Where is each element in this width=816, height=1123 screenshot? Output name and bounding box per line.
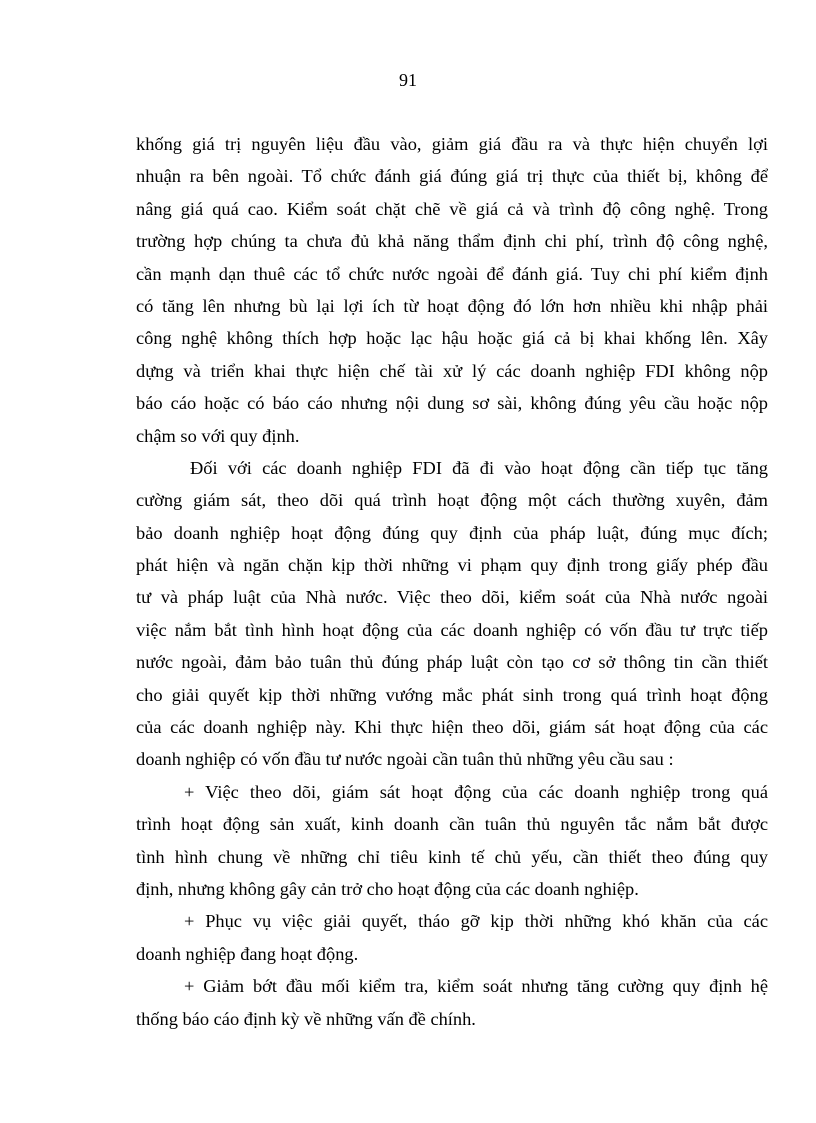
text-line: Đối với các doanh nghiệp FDI đã đi vào hoạt động cần tiếp tục tăng [190, 457, 768, 478]
text-line: doanh nghiệp có vốn đầu tư nước ngoài cần tuân thủ những yêu cầu sau : [136, 749, 674, 770]
text-line: của các doanh nghiệp này. Khi thực hiện theo dõi, giám sát hoạt động của các [136, 717, 768, 738]
text-line: trường hợp chúng ta chưa đủ khả năng thẩm định chi phí, trình độ công nghệ, [136, 231, 768, 252]
text-line: có tăng lên nhưng bù lại lợi ích từ hoạt động đó lớn hơn nhiều khi nhập phải [136, 295, 768, 316]
list-item-2 [136, 905, 768, 970]
text-line: doanh nghiệp đang hoạt động. [136, 943, 359, 964]
text-line: công nghệ không thích hợp hoặc lạc hậu hoặc giá cả bị khai khống lên. Xây [136, 328, 768, 349]
text-line: thống báo cáo định kỳ về những vấn đề chính. [136, 1008, 476, 1029]
text-line: cường giám sát, theo dõi quá trình hoạt động một cách thường xuyên, đảm [136, 490, 768, 511]
body-text [136, 128, 768, 1035]
text-line: trình hoạt động sản xuất, kinh doanh cần tuân thủ nguyên tắc nắm bắt được [136, 814, 768, 835]
text-line: phát hiện và ngăn chặn kịp thời những vi phạm quy định trong giấy phép đầu [136, 555, 768, 576]
list-item-1 [136, 776, 768, 906]
text-line: bảo doanh nghiệp hoạt động đúng quy định của pháp luật, đúng mục đích; [136, 522, 768, 543]
text-line: định, nhưng không gây cản trở cho hoạt động của các doanh nghiệp. [136, 878, 639, 899]
text-line: tư và pháp luật của Nhà nước. Việc theo dõi, kiểm soát của Nhà nước ngoài [136, 587, 768, 608]
text-line: dựng và triển khai thực hiện chế tài xử lý các doanh nghiệp FDI không nộp [136, 360, 768, 381]
text-line: cần mạnh dạn thuê các tổ chức nước ngoài để đánh giá. Tuy chi phí kiểm định [136, 263, 768, 284]
text-line: + Phục vụ việc giải quyết, tháo gỡ kịp thời những khó khăn của các [184, 911, 768, 932]
text-line: nhuận ra bên ngoài. Tổ chức đánh giá đúng giá trị thực của thiết bị, không để [136, 166, 768, 187]
text-line: cho giải quyết kịp thời những vướng mắc phát sinh trong quá trình hoạt động [136, 684, 768, 705]
page-number: 91 [399, 70, 417, 90]
text-line: khống giá trị nguyên liệu đầu vào, giảm giá đầu ra và thực hiện chuyển lợi [136, 134, 768, 154]
text-line: + Việc theo dõi, giám sát hoạt động của các doanh nghiệp trong quá [184, 781, 768, 802]
text-line: việc nắm bắt tình hình hoạt động của các doanh nghiệp có vốn đầu tư trực tiếp [136, 619, 768, 640]
paragraph-2 [136, 452, 768, 776]
text-line: + Giảm bớt đầu mối kiểm tra, kiểm soát nhưng tăng cường quy định hệ [184, 976, 768, 997]
paragraph-1 [136, 128, 768, 452]
list-item-3 [136, 970, 768, 1035]
text-line: chậm so với quy định. [136, 425, 300, 446]
text-line: tình hình chung về những chỉ tiêu kinh tế chủ yếu, cần thiết theo đúng quy [136, 846, 768, 867]
text-line: nâng giá quá cao. Kiểm soát chặt chẽ về giá cả và trình độ công nghệ. Trong [136, 198, 768, 219]
text-line: nước ngoài, đảm bảo tuân thủ đúng pháp luật còn tạo cơ sở thông tin cần thiết [136, 652, 768, 673]
text-line: báo cáo hoặc có báo cáo nhưng nội dung sơ sài, không đúng yêu cầu hoặc nộp [136, 393, 768, 414]
